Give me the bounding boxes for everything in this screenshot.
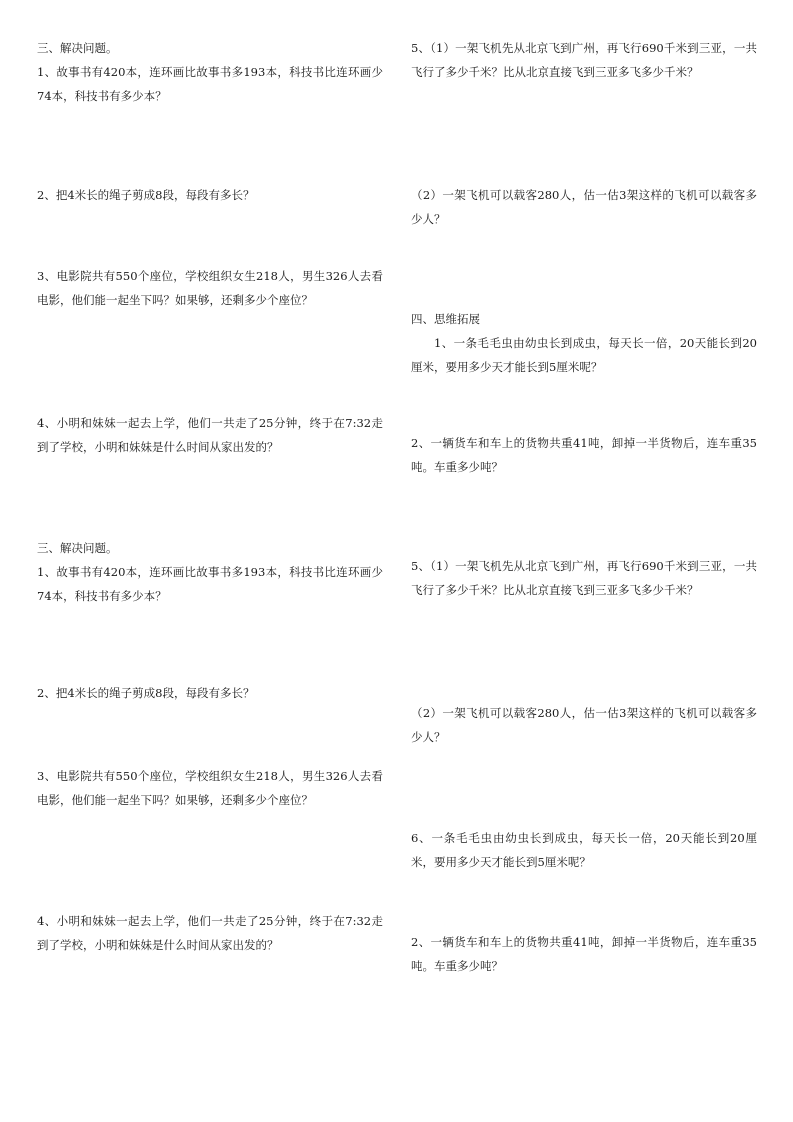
bottom-question-1: 1、故事书有420本，连环画比故事书多193本，科技书比连环画少74本，科技书有多少本？ — [37, 565, 383, 603]
top-extension-1: 1、一条毛毛虫由幼虫长到成虫，每天长一倍，20天能长到20厘米，要用多少天才能长到5厘米呢？ — [411, 336, 757, 374]
top-question-1: 1、故事书有420本，连环画比故事书多193本，科技书比连环画少74本，科技书有多少本？ — [37, 65, 383, 103]
bottom-section3-block — [37, 536, 383, 608]
top-question-5-part1: 5、（1）一架飞机先从北京飞到广州，再飞行690千米到三亚，一共飞行了多少千米？比从北京直接飞到三亚多飞多少千米？ — [411, 41, 757, 79]
top-question-3: 3、电影院共有550个座位，学校组织女生218人，男生326人去看电影，他们能一起坐下吗？如果够，还剩多少个座位？ — [37, 269, 383, 307]
bottom-question-2: 2、把4米长的绳子剪成8段，每段有多长？ — [37, 686, 255, 700]
bottom-question-5-part1: 5、（1）一架飞机先从北京飞到广州，再飞行690千米到三亚，一共飞行了多少千米？比从北京直接飞到三亚多飞多少千米？ — [411, 559, 757, 597]
bottom-question-3: 3、电影院共有550个座位，学校组织女生218人，男生326人去看电影，他们能一起坐下吗？如果够，还剩多少个座位？ — [37, 769, 383, 807]
top-question-5-part2: （2）一架飞机可以载客280人，估一估3架这样的飞机可以载客多少人？ — [411, 188, 757, 226]
bottom-question-5-part2: （2）一架飞机可以载客280人，估一估3架这样的飞机可以载客多少人？ — [411, 706, 757, 744]
bottom-section3-heading: 三、解决问题。 — [37, 541, 118, 555]
top-section3-block — [37, 36, 383, 108]
top-section4-heading: 四、思维拓展 — [411, 312, 480, 326]
bottom-question-6: 6、一条毛毛虫由幼虫长到成虫，每天长一倍，20天能长到20厘米，要用多少天才能长到5厘米呢？ — [411, 831, 757, 869]
top-question-4: 4、小明和妹妹一起去上学，他们一共走了25分钟，终于在7:32走到了学校，小明和妹妹是什么时间从家出发的？ — [37, 416, 383, 454]
top-question-2: 2、把4米长的绳子剪成8段，每段有多长？ — [37, 188, 255, 202]
top-section4-block — [411, 307, 757, 379]
bottom-extension-2: 2、一辆货车和车上的货物共重41吨，卸掉一半货物后，连车重35吨。车重多少吨？ — [411, 935, 757, 973]
bottom-question-4: 4、小明和妹妹一起去上学，他们一共走了25分钟，终于在7:32走到了学校，小明和妹妹是什么时间从家出发的？ — [37, 914, 383, 952]
top-extension-2: 2、一辆货车和车上的货物共重41吨，卸掉一半货物后，连车重35吨。车重多少吨？ — [411, 436, 757, 474]
top-section3-heading: 三、解决问题。 — [37, 41, 118, 55]
